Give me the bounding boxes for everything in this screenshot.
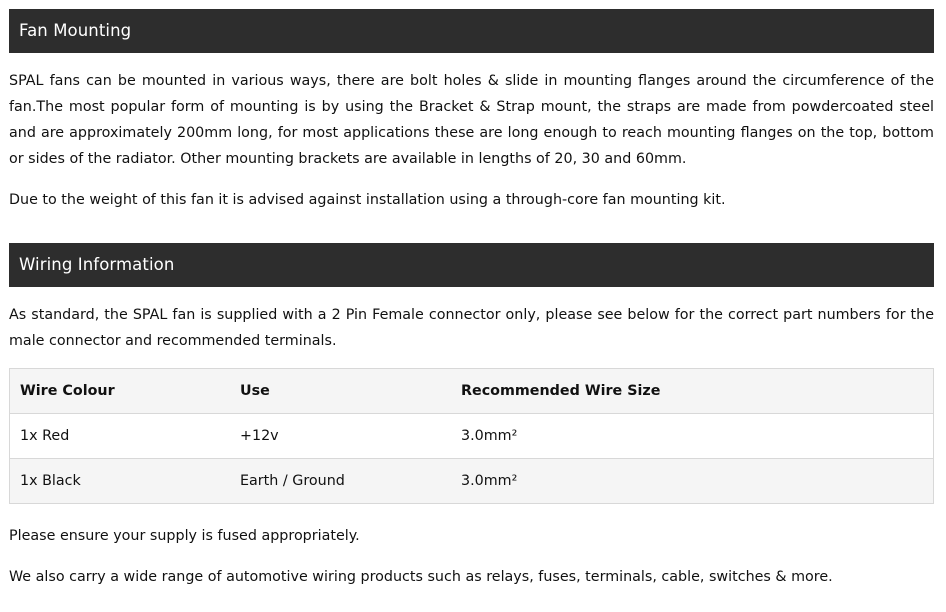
wire-size-cell: 3.0mm² [451, 459, 934, 504]
through-core-warning: Due to the weight of this fan it is advised against installation using a through-core fan mounting kit. [9, 192, 726, 208]
wire-size-cell: 3.0mm² [451, 414, 934, 459]
wiring-products-note: We also carry a wide range of automotive wiring products such as relays, fuses, terminals, cable, switches & more. [9, 569, 833, 585]
use-cell: +12v [230, 414, 451, 459]
wire-colour-cell: 1x Red [10, 414, 231, 459]
fan-mounting-paragraph: SPAL fans can be mounted in various ways, there are bolt holes & slide in mounting flanges around the circumference of the fan.The most popular form of mounting is by using the Bracket & Strap mount, the straps are made from powdercoated steel and are approximately 200mm long, for most applications these are long enough to reach mounting flanges on the top, bottom or sides of the radiator. Other mounting brackets are available in lengths of 20, 30 and 60mm. [9, 73, 934, 167]
wiring-table [9, 368, 934, 504]
table-row [10, 459, 934, 504]
fan-mounting-heading: Fan Mounting [9, 9, 934, 53]
table-row [10, 414, 934, 459]
column-header-wire-size: Recommended Wire Size [451, 369, 934, 414]
table-header-row [10, 369, 934, 414]
use-cell: Earth / Ground [230, 459, 451, 504]
fuse-note: Please ensure your supply is fused appropriately. [9, 528, 360, 544]
column-header-wire-colour: Wire Colour [10, 369, 231, 414]
wire-colour-cell: 1x Black [10, 459, 231, 504]
wiring-intro-paragraph: As standard, the SPAL fan is supplied with a 2 Pin Female connector only, please see below for the correct part numbers for the male connector and recommended terminals. [9, 307, 934, 349]
column-header-use: Use [230, 369, 451, 414]
wiring-information-heading: Wiring Information [9, 243, 934, 287]
